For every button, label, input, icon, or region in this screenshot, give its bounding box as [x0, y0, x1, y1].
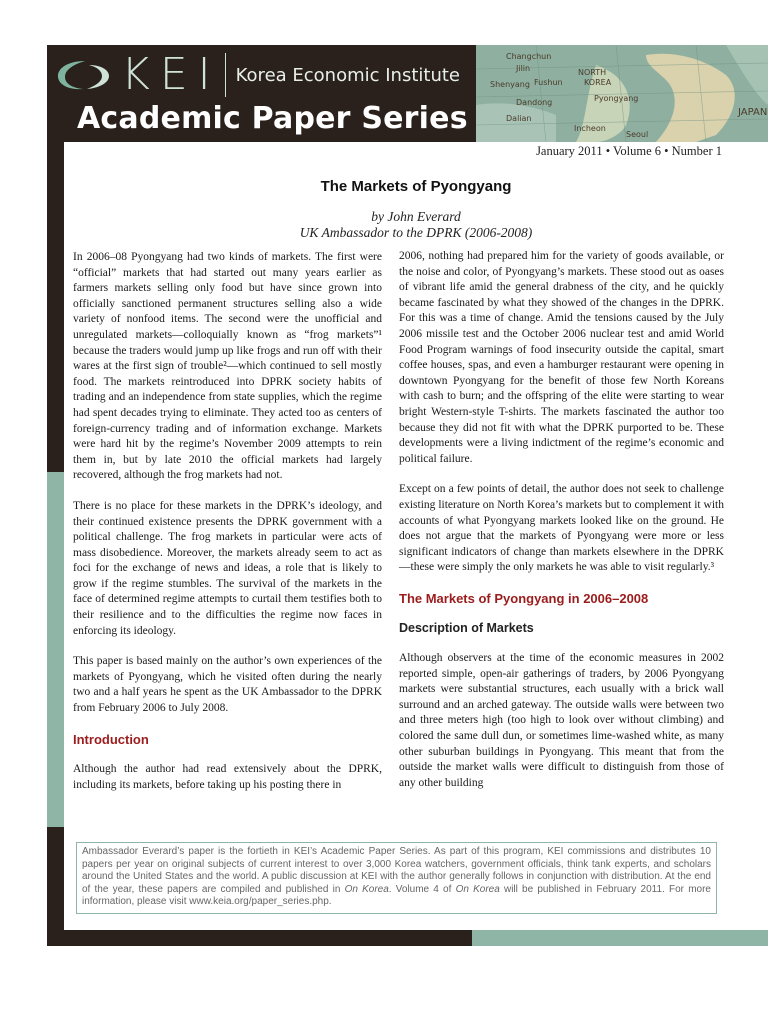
map-label: Seoul: [626, 130, 649, 139]
series-title: Academic Paper Series: [77, 101, 468, 136]
footer-bar-dark: [64, 930, 472, 946]
paragraph: There is no place for these markets in the DPRK’s ideology, and their continued existence presents the DPRK government with a political challenge. The frog markets in particular were acts of mass disobedience. Moreover, the markets already seem to act as foci for the exchange of news and ideas, a role that is likely to grow if the regime stumbles. The survival of the markets in the face of determined regime attempts to curtail them testifies both to their resilience and to the difficulties the regime now faces in enforcing its ideology.: [73, 499, 382, 637]
note-text: Ambassador Everard’s paper is the fortieth in KEI’s Academic Paper Series. As part of this program, KEI commissions and distributes 10 papers per year on original subjects of current interest to over 3,000 Korea watchers, government officials, think tank experts, and scholars around the United States and the world. A public discussion at KEI with the author generally follows in conjunction with distribution. At the end of the year, these papers are compiled and published in: [82, 846, 711, 895]
map-label: Fushun: [534, 78, 563, 87]
left-strip-dark: [47, 142, 64, 472]
map-label: JAPAN: [738, 107, 768, 118]
map-label: Dandong: [516, 98, 553, 107]
paper-title: The Markets of Pyongyang: [320, 178, 512, 195]
org-name: Korea Economic Institute: [235, 64, 460, 86]
right-column: [399, 249, 724, 806]
left-strip-green: [47, 472, 64, 827]
map-label: Incheon: [574, 124, 606, 133]
paragraph: Although the author had read extensively about the DPRK, including its markets, before taking up his posting there in: [73, 763, 382, 791]
logo-divider: [225, 53, 226, 97]
map-label: Pyongyang: [594, 94, 639, 103]
paragraph: 2006, nothing had prepared him for the variety of goods available, or the noise and color, of Pyongyang’s markets. These stood out as oases of vibrant life amid the general drabness of the city, and he quickly became fascinated by what they showed of the changes in the DPRK. For this was a time of change. Amid the tensions caused by the July 2006 missile test and the October 2006 nuclear test and amid World Food Program warnings of food insecurity outside the capital, smart coffee houses, spas, and even a hamburger restaurant were opening in downtown Pyongyang for the benefit of those few North Koreans with cash to burn; and the offspring of the elite were starting to wear bright Western-style T-shirts. The markets fascinated the author too because they did not fit with what the DPRK purported to be. These developments were a living indictment of the regime’s economic and political failure.: [399, 250, 724, 465]
note-italic: On Korea: [344, 883, 389, 895]
paragraph: Except on a few points of detail, the author does not seek to challenge existing literature on North Korea’s markets but to complement it with accounts of what Pyongyang markets looked like on the ground. He does not argue that the markets of Pyongyang were more or less significant indicators of change than markets elsewhere in the DPRK—these were simply the only markets he was able to visit regularly.³: [399, 483, 724, 574]
issue-line: January 2011 • Volume 6 • Number 1: [536, 144, 722, 158]
note-text: . Volume 4 of: [388, 883, 456, 895]
kei-logo: [55, 49, 460, 101]
series-header: [47, 45, 768, 142]
paragraph: This paper is based mainly on the author’s own experiences of the markets of Pyongyang, which he visited often during the nearly two and a half years he spent as the UK Ambassador to the DPRK from February 2006 to July 2008.: [73, 655, 382, 715]
section-heading: The Markets of Pyongyang in 2006–2008: [399, 590, 649, 606]
paragraph: In 2006–08 Pyongyang had two kinds of markets. The first were “official” markets that had started out many years earlier as farmers markets selling only food but have since grown into officially sanctioned permanent structures selling also a wide variety of nonfood items. The second were the unofficial and unregulated markets—colloquially known as “frog markets”¹ because the traders would jump up like frogs and run off with their wares at the first sign of trouble²—which continued to sell mostly food. The markets reintroduced into DPRK society habits of trading and an independence from state supplies, which the regime had spent decades trying to eliminate. They acted too as centers of foreign-currency trading and of information exchange. Markets were hard hit by the regime’s November 2009 attempts to rein them in, but by late 2010 the official markets had largely recovered, although the frog markets had not.: [73, 251, 382, 482]
section-heading-introduction: Introduction: [73, 731, 149, 747]
author: by John Everard: [371, 209, 461, 224]
logo-swoosh-icon: [55, 55, 113, 95]
subsection-heading: Description of Markets: [399, 621, 534, 636]
footer-bar-green: [472, 930, 768, 946]
map-label: Changchun: [506, 52, 552, 61]
map-label: NORTH: [578, 68, 607, 77]
left-strip-dark-lower: [47, 827, 64, 946]
logo-text: KEI: [121, 49, 221, 100]
series-note-box: [76, 842, 717, 914]
note-text: will be published in February 2011. For more information, please visit www.keia.org/paper_series.php.: [82, 883, 711, 908]
author-position: UK Ambassador to the DPRK (2006-2008): [299, 225, 533, 240]
map-image: [476, 45, 768, 142]
paragraph: Although observers at the time of the economic measures in 2002 reported simple, open-air gatherings of traders, by 2006 Pyongyang markets were substantial structures, each usually with a brick wall surround and an arched gateway. The outside walls were between two and three meters high (too high to look over without climbing) and colored the same dull dun, or sometimes lime-washed white, as many other suburban buildings in Pyongyang. This meant that from the outside the market walls were difficult to distinguish from those of any other building: [399, 652, 724, 789]
map-label: Dalian: [506, 114, 532, 123]
map-label: Shenyang: [490, 80, 530, 89]
left-column: [73, 250, 382, 808]
map-label: Jilin: [516, 64, 531, 73]
map-label: KOREA: [584, 78, 612, 87]
note-italic: On Korea: [455, 883, 500, 895]
byline: [64, 209, 768, 241]
